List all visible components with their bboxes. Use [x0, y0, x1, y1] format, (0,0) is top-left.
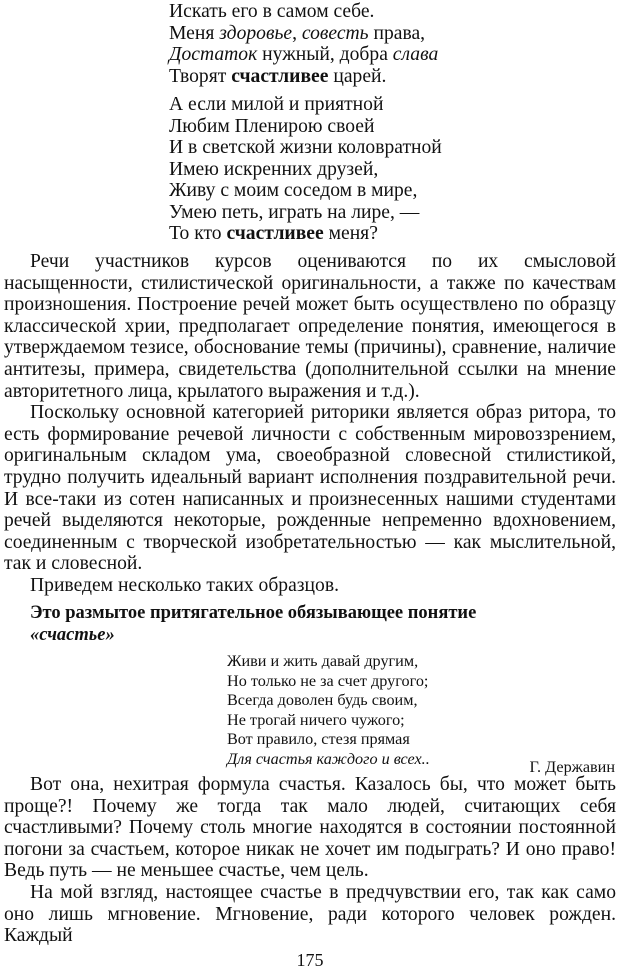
poem-line: Умею петь, играть на лире, — — [169, 201, 420, 223]
paragraph: Поскольку основной категорией риторики является образ ритора, то есть формирование речевой личности с собственным мировоззрением, оригинальным складом ума, своеобразной словесной стилистикой, трудно получить идеальный вариант исполнения поздравительной речи. И все-таки из сотен написанных и произнесенных нашими студентами речей выделяются некоторые, рожденные непременно вдохновением, соединенным с творческой изобретательностью — как мыслительной, так и словесной. — [4, 402, 616, 575]
poem-line: Меня здоровье, совесть права, — [169, 22, 426, 44]
section-heading — [30, 603, 616, 646]
paragraph: Речи участников курсов оцениваются по их смысловой насыщенности, стилистической оригинальности, а также по качествам произношения. Построение речей может быть осуществлено по образцу классической хрии, предполагает определение понятия, имеющегося в утверждаемом тезисе, обоснование темы (причины), сравнение, наличие антитезы, примера, свидетельства (дополнительной ссылки на мнение авторитетного лица, крылатого выражения и т.д.). — [4, 251, 616, 402]
page-number: 175 — [296, 950, 324, 970]
heading-line: Это размытое притягательное обязывающее понятие — [30, 603, 477, 623]
epigraph-poem — [227, 652, 430, 770]
poem-line: Живу с моим соседом в мире, — [169, 180, 418, 201]
epigraph-line: Всегда доволен будь своим, — [227, 691, 418, 710]
poem-line: И в светской жизни коловратной — [169, 137, 442, 158]
poem-stanza-2 — [169, 94, 442, 245]
poem-line: А если милой и приятной — [169, 94, 384, 115]
heading-line: «счастье» — [30, 624, 115, 645]
paragraph: Приведем несколько таких образцов. — [30, 574, 339, 596]
paragraph: Вот она, нехитрая формула счастья. Казалось бы, что может быть проще?! Почему же тогда так мало людей, считающих себя счастливыми? Почему столь многие находятся в состоянии постоянной погони за счастьем, которое никак не хочет им подыграть? И оно право! Ведь путь — не меньшее счастье, чем цель. — [4, 774, 616, 882]
poem-line: Достаток нужный, добра слава — [169, 44, 439, 65]
epigraph-line: Для счастья каждого и всех.. — [227, 749, 430, 768]
body-text-2 — [4, 774, 616, 947]
epigraph-line: Живи и жить давай другим, — [227, 652, 419, 670]
poem-line: Искать его в самом себе. — [169, 1, 375, 22]
epigraph-line: Не трогай ничего чужого; — [227, 710, 405, 729]
epigraph-attribution: Г. Державин — [529, 758, 615, 776]
epigraph-line: Но только не за счет другого; — [227, 671, 429, 690]
paragraph: На мой взгляд, настоящее счастье в предчувствии его, так как само оно лишь мгновение. Мгновение, ради которого человек рожден. Каждый — [4, 881, 616, 947]
poem-line: То кто счастливее меня? — [169, 223, 378, 244]
poem-stanza-1 — [169, 1, 438, 87]
poem-line: Имею искренних друзей, — [169, 158, 379, 180]
poem-line: Любим Пленирою своей — [169, 115, 375, 137]
body-text-1 — [4, 251, 616, 597]
epigraph-line: Вот правило, стезя прямая — [227, 730, 410, 749]
poem-line: Творят счастливее царей. — [169, 65, 387, 87]
